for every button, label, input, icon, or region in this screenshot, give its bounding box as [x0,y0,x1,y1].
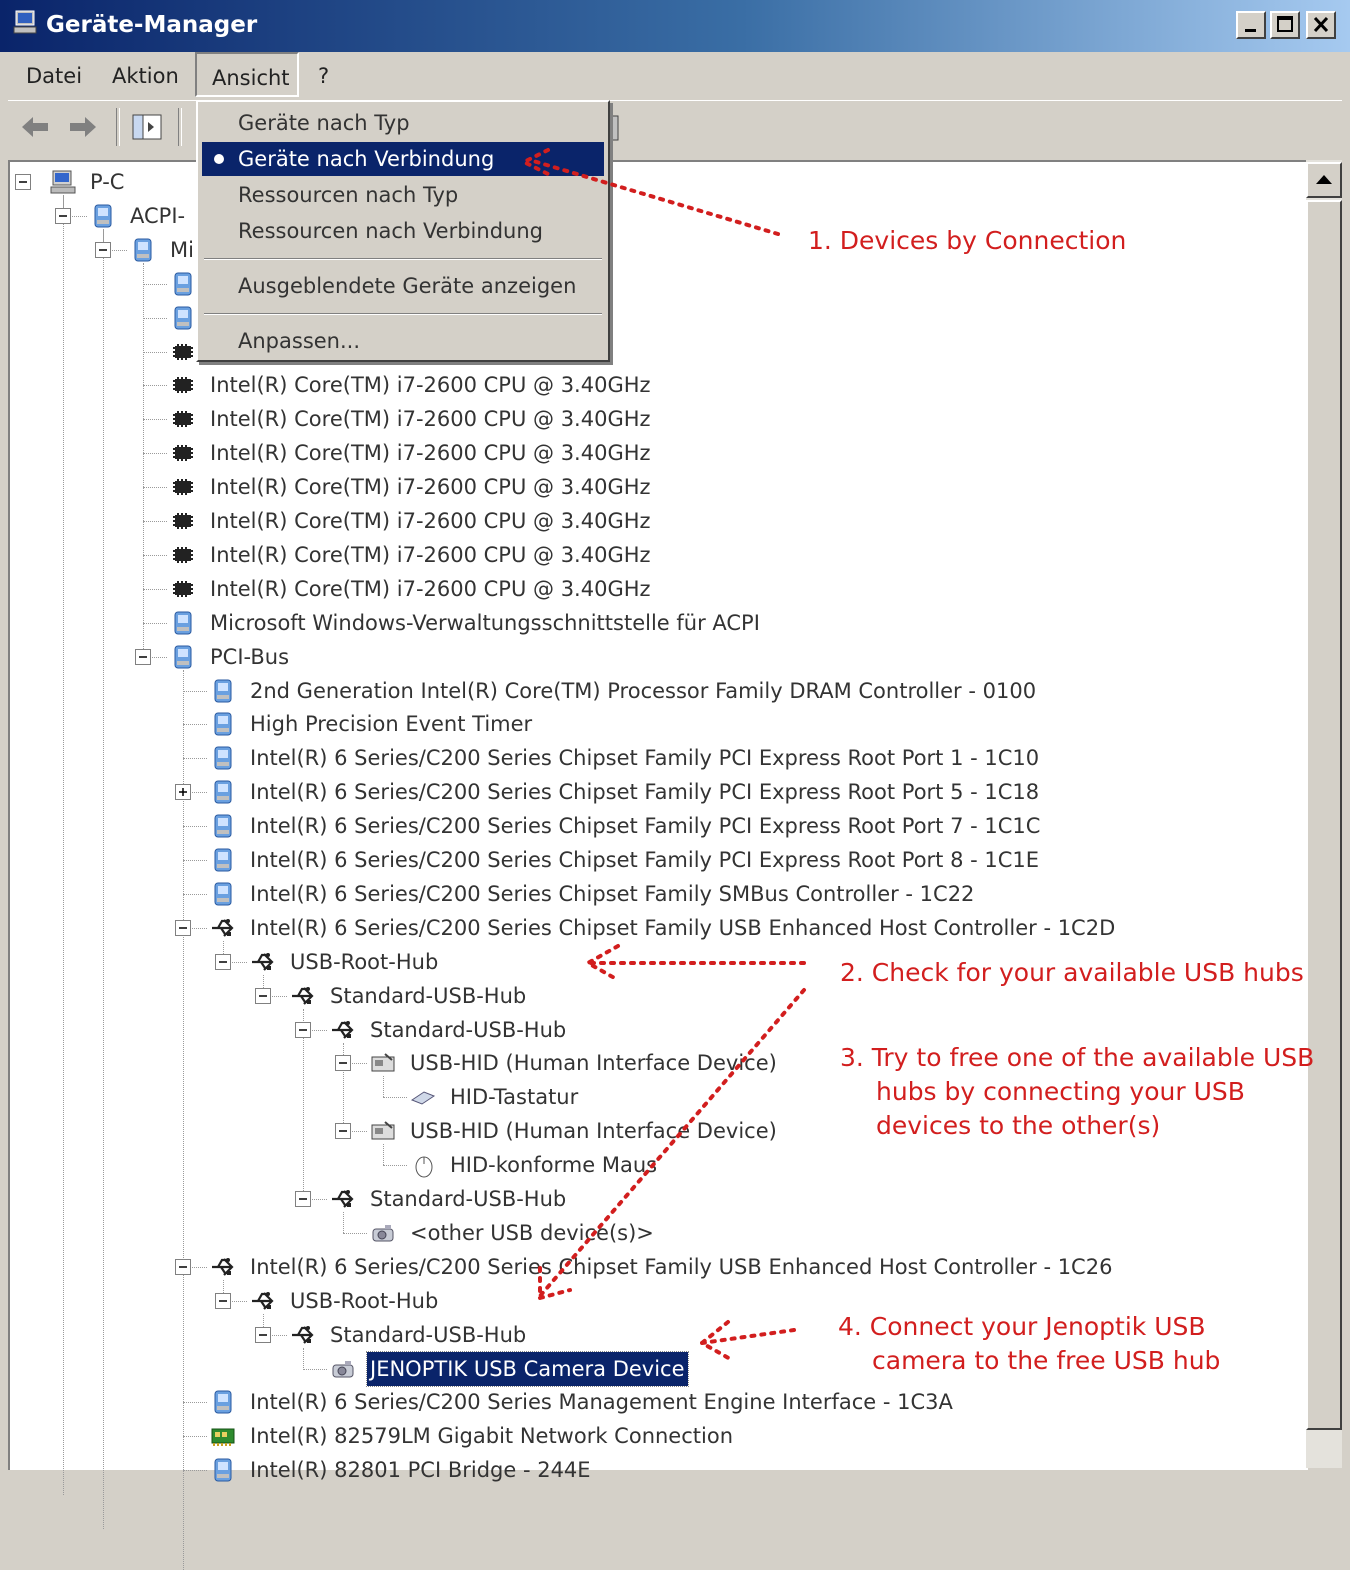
tree-row-label: Intel(R) Core(TM) i7-2600 CPU @ 3.40GHz [210,576,651,601]
tree-row-label: Intel(R) 6 Series/C200 Series Chipset Family PCI Express Root Port 1 - 1C10 [250,746,1040,771]
annotation-3-line-3: devices to the other(s) [876,1111,1161,1140]
tree-row-label: Intel(R) Core(TM) i7-2600 CPU @ 3.40GHz [210,373,651,398]
tree-row-label: JENOPTIK USB Camera Device [367,1352,688,1386]
tree-row-label: ACPI- [130,203,186,228]
tree-row-label: USB-HID (Human Interface Device) [410,1051,777,1076]
tree-row-label: USB-Root-Hub [290,949,439,974]
menu-item-devices-by-connection[interactable]: Geräte nach Verbindung [202,142,604,176]
menu-item-resources-by-type[interactable]: Ressourcen nach Typ [238,183,459,207]
tree-row-label: Intel(R) Core(TM) i7-2600 CPU @ 3.40GHz [210,407,651,432]
tree-row-label: Intel(R) 6 Series/C200 Series Chipset Family USB Enhanced Host Controller - 1C2D [250,915,1116,940]
tree-row-label: Standard-USB-Hub [370,1017,567,1042]
menu-item-devices-by-type[interactable]: Geräte nach Typ [238,111,410,135]
menu-item-show-hidden-devices[interactable]: Ausgeblendete Geräte anzeigen [238,274,577,298]
tree-row-label: High Precision Event Timer [250,712,533,737]
tree-row-label: Intel(R) Core(TM) i7-2600 CPU @ 3.40GHz [210,542,651,567]
arrow-1 [530,160,778,234]
tree-row-label: Standard-USB-Hub [370,1187,567,1211]
window-title: Geräte-Manager [46,12,258,38]
tree-row-label: Intel(R) 82579LM Gigabit Network Connection [250,1424,733,1449]
tree-row-label: Intel(R) 6 Series/C200 Series Chipset Family PCI Express Root Port 5 - 1C18 [250,780,1040,805]
tree-row-label: Intel(R) Core(TM) i7-2600 CPU @ 3.40GHz [210,441,651,466]
tree-row-label: HID-konforme Maus [450,1153,658,1178]
menu-aktion[interactable]: Aktion [112,64,179,88]
tree-row-label: Intel(R) 6 Series/C200 Series Chipset Family SMBus Controller - 1C22 [250,881,975,906]
menu-help[interactable]: ? [318,64,330,88]
annotation-2: 2. Check for your available USB hubs [840,958,1304,987]
tree-row-label: USB-HID (Human Interface Device) [410,1119,777,1144]
annotation-3-line-1: 3. Try to free one of the available USB [840,1043,1315,1072]
tree-row-label: Standard-USB-Hub [330,983,527,1008]
menu-item-customize[interactable]: Anpassen... [238,329,361,353]
tree-row-label: P-C [90,170,125,194]
tree-row-label: Microsoft Windows-Verwaltungsschnittstelle für ACPI [210,610,760,635]
annotation-4-line-2: camera to the free USB hub [872,1346,1221,1375]
menu-datei[interactable]: Datei [26,64,83,88]
tree-row-label: 2nd Generation Intel(R) Core(TM) Processor Family DRAM Controller - 0100 [250,678,1037,703]
tree-row-label: HID-Tastatur [450,1085,579,1110]
menu-ansicht[interactable]: Ansicht [212,66,290,90]
annotation-4-line-1: 4. Connect your Jenoptik USB [838,1312,1206,1341]
menu-item-resources-by-connection[interactable]: Ressourcen nach Verbindung [238,219,543,243]
tree-row-label: Standard-USB-Hub [330,1322,527,1347]
tree-row-label: Mi [170,237,194,262]
tree-connector-line [183,1470,207,1471]
tree-row-label: PCI-Bus [210,644,290,669]
tree-row-label: Intel(R) 6 Series/C200 Series Chipset Family USB Enhanced Host Controller - 1C26 [250,1254,1113,1279]
annotation-1: 1. Devices by Connection [808,226,1127,255]
tree-row-label: USB-Root-Hub [290,1288,439,1313]
tree-row-label: Intel(R) 6 Series/C200 Series Management Engine Interface - 1C3A [250,1390,953,1415]
tree-row-label: <other USB device(s)> [410,1220,654,1245]
tree-row-label: Intel(R) Core(TM) i7-2600 CPU @ 3.40GHz [210,475,651,500]
arrow-4 [702,1330,794,1343]
annotation-3-line-2: hubs by connecting your USB [876,1077,1245,1106]
tree-row-label: Intel(R) Core(TM) i7-2600 CPU @ 3.40GHz [210,509,651,533]
tree-row-label: Intel(R) 6 Series/C200 Series Chipset Family PCI Express Root Port 8 - 1C1E [250,848,1040,872]
tree-row-label: Intel(R) 82801 PCI Bridge - 244E [250,1458,591,1483]
tree-row-label: Intel(R) 6 Series/C200 Series Chipset Family PCI Express Root Port 7 - 1C1C [250,814,1041,839]
arrow-3 [540,990,804,1296]
